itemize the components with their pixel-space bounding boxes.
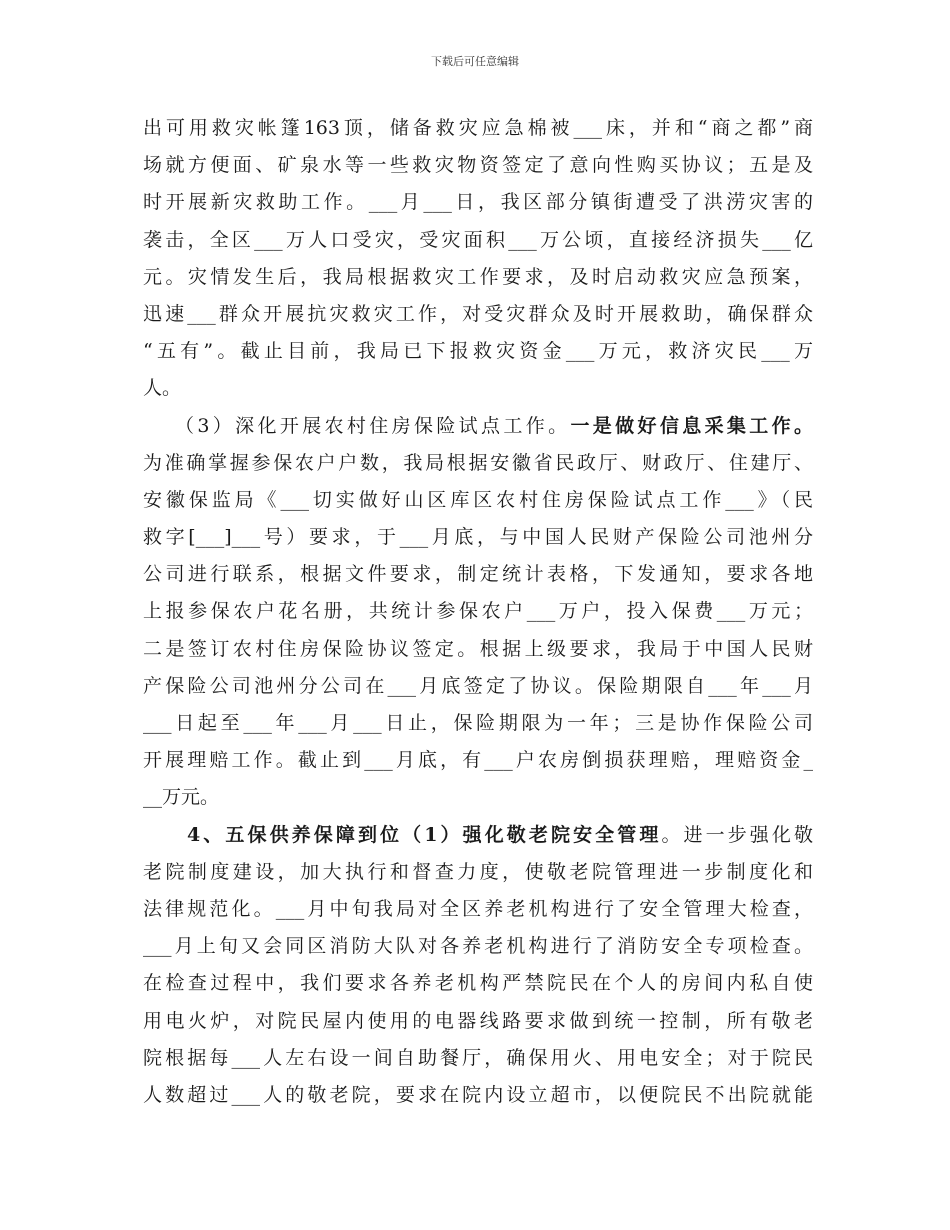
text-line: 人数超过___人的敬老院，要求在院内设立超市，以便院民不出院就能 <box>143 1083 813 1106</box>
text-line: 为准确掌握参保农户户数，我局根据安徽省民政厅、财政厅、住建厅、 <box>143 451 813 474</box>
text-line: 安徽保监局《___切实做好山区库区农村住房保险试点工作___》（民 <box>143 488 813 511</box>
text-line: 迅速___群众开展抗灾救灾工作，对受灾群众及时开展救助，确保群众 <box>143 302 813 325</box>
text-line: 院根据每___人左右设一间自助餐厅，确保用火、用电安全；对于院民 <box>143 1046 813 1069</box>
subsection-heading-line <box>143 408 813 445</box>
section-heading-tail: 。进一步强化敬 <box>661 823 813 846</box>
text-line: 在检查过程中，我们要求各养老机构严禁院民在个人的房间内私自使 <box>143 972 813 995</box>
text-line: 公司进行联系，根据文件要求，制定统计表格，下发通知，要求各地 <box>143 563 813 586</box>
section-heading-line <box>143 817 813 854</box>
text-line: 元。灾情发生后，我局根据救灾工作要求，及时启动救灾应急预案， <box>143 265 813 288</box>
page-header: 下载后可任意编辑 <box>431 55 519 68</box>
text-line: ___月上旬又会同区消防大队对各养老机构进行了消防安全专项检查。 <box>143 935 813 958</box>
paragraph-end-line: __万元。 <box>143 786 220 809</box>
text-line: 时开展新灾救助工作。___月___日，我区部分镇街遭受了洪涝灾害的 <box>143 191 813 214</box>
subsection-heading: （3）深化开展农村住房保险试点工作。 <box>175 414 571 437</box>
bold-heading: 一是做好信息采集工作。 <box>570 414 813 437</box>
text-line: 上报参保农户花名册，共统计参保农户___万户，投入保费___万元； <box>143 600 813 623</box>
text-line: 出可用救灾帐篷163顶，储备救灾应急棉被___床，并和“商之都”商 <box>143 117 813 139</box>
paragraph-end-line: 人。 <box>143 377 182 400</box>
text-line: 二是签订农村住房保险协议签定。根据上级要求，我局于中国人民财 <box>143 637 813 660</box>
text-line: 产保险公司池州分公司在___月底签定了协议。保险期限自___年___月 <box>143 674 813 697</box>
text-line: 场就方便面、矿泉水等一些救灾物资签定了意向性购买协议；五是及 <box>143 154 813 177</box>
text-line: “五有”。截止目前，我局已下报救灾资金___万元，救济灾民___万 <box>143 340 813 363</box>
text-line: 开展理赔工作。截止到___月底，有___户农房倒损获理赔，理赔资金_ <box>143 749 813 772</box>
text-line: 老院制度建设，加大执行和督查力度，使敬老院管理进一步制度化和 <box>143 860 813 883</box>
text-line: 用电火炉，对院民屋内使用的电器线路要求做到统一控制，所有敬老 <box>143 1009 813 1032</box>
document-body <box>143 110 813 1114</box>
text-line: ___日起至___年___月___日止，保险期限为一年；三是协作保险公司 <box>143 712 813 734</box>
bold-heading: 4、五保供养保障到位（1）强化敬老院安全管理 <box>187 823 662 846</box>
text-line: 袭击，全区___万人口受灾，受灾面积___万公顷，直接经济损失___亿 <box>143 228 813 251</box>
text-line: 法律规范化。___月中旬我局对全区养老机构进行了安全管理大检查， <box>143 897 813 920</box>
text-line: 救字[___]___号）要求，于___月底，与中国人民财产保险公司池州分 <box>143 526 813 549</box>
